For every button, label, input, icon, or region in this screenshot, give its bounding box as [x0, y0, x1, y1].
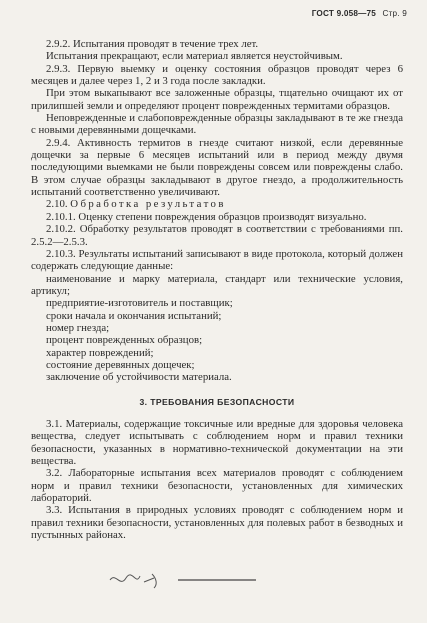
- paragraph: 2.9.4. Активность термитов в гнезде считают низкой, если деревянные дощечки за первые 6 месяцев испытаний или в период между двумя последующими выемками не были повреждены совсем или повреждены слабо. В этом случае образцы закладывают в другое гнездо, а продолжительность испытаний соответственно увеличивают.: [31, 136, 403, 199]
- paragraph: 2.10.1. Оценку степени повреждения образцов производят визуально.: [46, 210, 367, 223]
- page-header: [312, 9, 407, 18]
- paragraph: 2.10.2. Обработку результатов проводят в соответствии с требованиями пп. 2.5.2—2.5.3.: [31, 223, 403, 248]
- list-item: наименование и марку материала, стандарт или технические условия, артикул;: [31, 272, 403, 297]
- paragraph: 2.9.3. Первую выемку и оценку состояния образцов проводят через 6 месяцев и далее через 1, 2 и 3 года после закладки.: [31, 62, 403, 88]
- section-title-text: Обработка результатов: [70, 198, 226, 211]
- paragraph: Неповрежденные и слабоповрежденные образцы закладывают в те же гнезда с новыми деревянными дощечками.: [31, 112, 403, 137]
- list-item: предприятие-изготовитель и поставщик;: [46, 297, 233, 310]
- paragraph: 3.2. Лабораторные испытания всех материалов проводят с соблюдением норм и правил техники безопасности, установленных для химических лабораторий.: [31, 467, 403, 505]
- paragraph: 2.9.2. Испытания проводят в течение трех лет.: [46, 38, 259, 50]
- list-item: сроки начала и окончания испытаний;: [46, 309, 222, 322]
- paragraph: Испытания прекращают, если материал является неустойчивым.: [46, 50, 343, 63]
- paragraph: При этом выкапывают все заложенные образцы, тщательно очищают их от прилипшей земли и определяют процент поврежденных термитами образцов.: [31, 87, 403, 112]
- page-number: Стр. 9: [382, 9, 407, 18]
- list-item: характер повреждений;: [46, 346, 154, 359]
- list-item: заключение об устойчивости материала.: [46, 371, 232, 384]
- paragraph: 3.1. Материалы, содержащие токсичные или вредные для здоровья человека вещества, следует испытывать с соблюдением норм и правил техники безопасности, указанных в нормативно-технической документации на эти вещества.: [31, 417, 403, 467]
- section-title: [31, 198, 403, 210]
- list-item: процент поврежденных образцов;: [46, 334, 203, 347]
- paragraph: 2.10.3. Результаты испытаний записывают в виде протокола, который должен содержать следующие данные:: [31, 247, 403, 273]
- document-body: [31, 38, 403, 541]
- section-title-number: 2.10.: [46, 198, 68, 211]
- handwritten-mark: [106, 566, 266, 596]
- section-heading: 3. ТРЕБОВАНИЯ БЕЗОПАСНОСТИ: [139, 396, 295, 407]
- standard-number: ГОСТ 9.058—75: [311, 9, 376, 18]
- list-item: номер гнезда;: [46, 321, 110, 334]
- list-item: состояние деревянных дощечек;: [46, 358, 195, 371]
- paragraph: 3.3. Испытания в природных условиях проводят с соблюдением норм и правил техники безопасности, установленных для полевых работ в безводных и пустынных районах.: [31, 504, 403, 542]
